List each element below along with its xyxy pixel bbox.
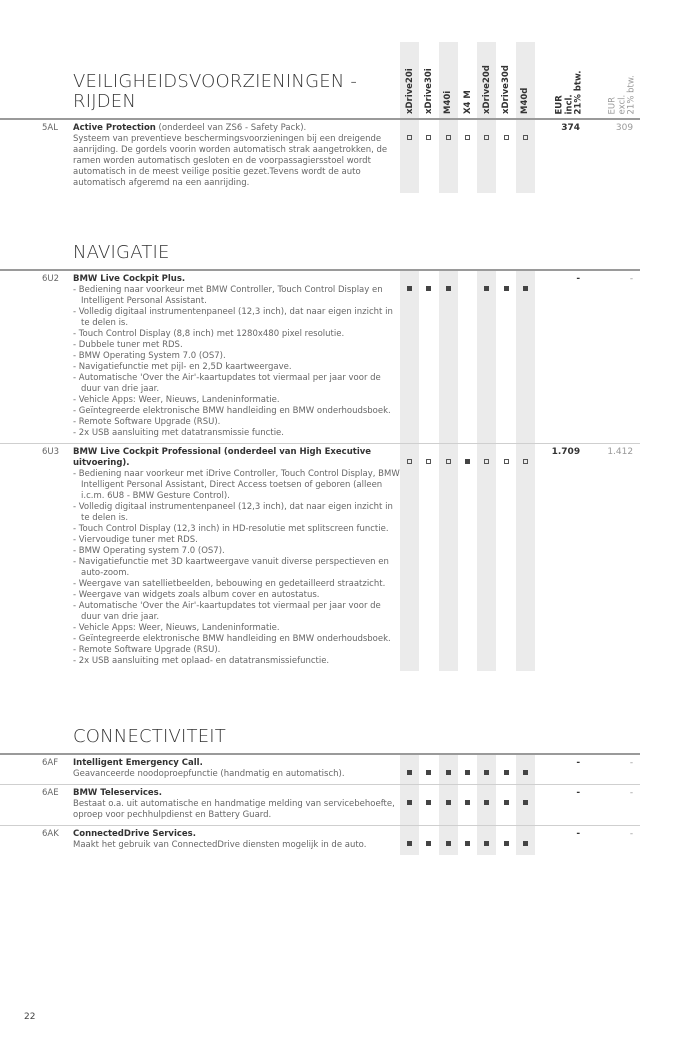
option-code: 6AE — [42, 788, 59, 798]
availability-cell — [458, 755, 477, 784]
option-description — [73, 271, 400, 443]
availability-cell — [400, 271, 419, 443]
option-bullet: - Touch Control Display (12,3 inch) in HD-resolutie met splitscreen functie. — [73, 524, 389, 534]
standard-square-icon — [484, 841, 489, 846]
availability-cell — [516, 444, 535, 671]
availability-cell — [496, 755, 515, 784]
section-title: NAVIGATIE — [73, 242, 170, 263]
optional-square-icon — [504, 459, 509, 464]
price-excl-vat: - — [629, 274, 634, 284]
section-0 — [0, 42, 640, 193]
optional-square-icon — [504, 135, 509, 140]
option-text: Maakt het gebruik van ConnectedDrive diensten mogelijk in de auto. — [73, 840, 367, 850]
availability-cell — [439, 444, 458, 671]
optional-square-icon — [484, 135, 489, 140]
option-description — [73, 755, 400, 784]
option-bullet: - Remote Software Upgrade (RSU). — [73, 645, 221, 655]
optional-square-icon — [407, 135, 412, 140]
standard-square-icon — [407, 841, 412, 846]
standard-square-icon — [446, 770, 451, 775]
availability-cell — [516, 120, 535, 193]
availability-cell — [439, 120, 458, 193]
price-incl-vat: - — [576, 829, 581, 839]
availability-cell — [439, 755, 458, 784]
option-description — [73, 785, 400, 825]
option-bullet: - Automatische 'Over the Air'-kaartupdates tot viermaal per jaar voor de duur van drie jaar. — [73, 601, 381, 622]
option-bullet: - Touch Control Display (8,8 inch) met 1280x480 pixel resolutie. — [73, 329, 345, 339]
availability-cell — [458, 826, 477, 855]
availability-cell — [477, 826, 496, 855]
availability-cell — [419, 755, 438, 784]
option-bullet: - Geïntegreerde elektronische BMW handleiding en BMW onderhoudsboek. — [73, 406, 391, 416]
standard-square-icon — [407, 770, 412, 775]
price-incl-vat: - — [576, 788, 581, 798]
option-bullet: - Weergave van satellietbeelden, bebouwing en gedetailleerd straatzicht. — [73, 579, 386, 589]
section-header — [0, 677, 640, 755]
option-bullet: - 2x USB aansluiting met oplaad- en datatransmissiefunctie. — [73, 656, 330, 666]
option-code: 6AK — [42, 829, 59, 839]
availability-cell — [477, 444, 496, 671]
standard-square-icon — [504, 286, 509, 291]
standard-square-icon — [484, 800, 489, 805]
standard-square-icon — [426, 841, 431, 846]
price-incl-vat: 374 — [561, 123, 581, 133]
column-header: xDrive30d — [501, 65, 512, 114]
option-bullet: - Navigatiefunctie met pijl- en 2,5D kaartweergave. — [73, 362, 292, 372]
availability-cell — [496, 120, 515, 193]
availability-cell — [439, 826, 458, 855]
optional-square-icon — [446, 135, 451, 140]
optional-square-icon — [446, 459, 451, 464]
option-code: 6AF — [42, 758, 59, 768]
option-bullet: - Vehicle Apps: Weer, Nieuws, Landeninformatie. — [73, 395, 280, 405]
availability-cell — [496, 271, 515, 443]
section-2 — [0, 677, 640, 855]
option-description — [73, 120, 400, 193]
availability-cell — [400, 444, 419, 671]
price-excl-vat: 309 — [615, 123, 634, 133]
standard-square-icon — [446, 800, 451, 805]
price-excl-vat: - — [629, 758, 634, 768]
standard-square-icon — [407, 286, 412, 291]
availability-cell — [400, 120, 419, 193]
optional-square-icon — [407, 459, 412, 464]
option-bullet: - Volledig digitaal instrumentenpaneel (12,3 inch), dat naar eigen inzicht in te delen is. — [73, 502, 393, 523]
availability-cell — [477, 271, 496, 443]
column-header: X4 M — [462, 90, 473, 114]
option-title: BMW Live Cockpit Plus. — [73, 274, 186, 284]
price-excl-vat: 1.412 — [607, 447, 634, 457]
standard-square-icon — [465, 770, 470, 775]
standard-square-icon — [484, 770, 489, 775]
option-bullet: - Navigatiefunctie met 3D kaartweergave vanuit diverse perspectieven en auto-zoom. — [73, 557, 389, 578]
availability-cell — [477, 755, 496, 784]
option-bullet: - Vehicle Apps: Weer, Nieuws, Landeninformatie. — [73, 623, 280, 633]
availability-cell — [458, 785, 477, 825]
price-excl-vat: - — [629, 829, 634, 839]
standard-square-icon — [484, 286, 489, 291]
standard-square-icon — [465, 841, 470, 846]
option-code: 6U3 — [42, 447, 60, 457]
option-bullet: - Dubbele tuner met RDS. — [73, 340, 183, 350]
section-title: CONNECTIVITEIT — [73, 726, 227, 747]
option-title: BMW Live Cockpit Professional (onderdeel van High Executive uitvoering). — [73, 447, 372, 468]
option-row — [0, 271, 640, 444]
standard-square-icon — [446, 841, 451, 846]
column-header: xDrive20i — [400, 42, 419, 118]
standard-square-icon — [504, 770, 509, 775]
availability-cell — [496, 826, 515, 855]
availability-cell — [516, 826, 535, 855]
standard-square-icon — [407, 800, 412, 805]
optional-square-icon — [523, 135, 528, 140]
option-bullet: - Automatische 'Over the Air'-kaartupdates tot viermaal per jaar voor de duur van drie jaar. — [73, 373, 381, 394]
column-header: xDrive30i — [423, 68, 434, 114]
availability-cell — [496, 785, 515, 825]
option-title: Intelligent Emergency Call. — [73, 758, 203, 768]
option-text: Systeem van preventieve beschermingsvoorzieningen bij een dreigende aanrijding. De gordels voorin worden automatisch strak aangetrokken, de ramen worden automatisch gesloten en de voorpassagiersstoel wordt automatisch in de meest veilige positie gezet.Tevens wordt de auto automatisch afgeremd na een aanrijding. — [73, 134, 388, 188]
option-title: BMW Teleservices. — [73, 788, 162, 798]
option-bullet: - Bediening naar voorkeur met iDrive Controller, Touch Control Display, BMW Intelligent Personal Assistant, Direct Access toetsen of geboren (alleen i.c.m. 6U8 - BMW Gesture Control). — [73, 469, 400, 501]
availability-cell — [419, 826, 438, 855]
option-row — [0, 120, 640, 193]
availability-cell — [419, 444, 438, 671]
column-header: M40i — [439, 42, 458, 118]
option-row — [0, 444, 640, 671]
optional-square-icon — [484, 459, 489, 464]
price-incl-vat: - — [576, 274, 581, 284]
availability-cell — [419, 120, 438, 193]
standard-square-icon — [465, 459, 470, 464]
standard-square-icon — [465, 800, 470, 805]
availability-cell — [458, 271, 477, 443]
availability-cell — [400, 785, 419, 825]
availability-cell — [439, 785, 458, 825]
option-description — [73, 444, 400, 671]
price-excl-vat: - — [629, 788, 634, 798]
option-row — [0, 826, 640, 855]
option-bullet: - Remote Software Upgrade (RSU). — [73, 417, 221, 427]
availability-cell — [516, 755, 535, 784]
standard-square-icon — [504, 841, 509, 846]
standard-square-icon — [523, 770, 528, 775]
standard-square-icon — [426, 770, 431, 775]
availability-cell — [477, 120, 496, 193]
optional-square-icon — [523, 459, 528, 464]
option-bullet: - 2x USB aansluiting met datatransmissie functie. — [73, 428, 284, 438]
option-bullet: - Geïntegreerde elektronische BMW handleiding en BMW onderhoudsboek. — [73, 634, 391, 644]
option-bullet: - Weergave van widgets zoals album cover en autostatus. — [73, 590, 320, 600]
section-header — [0, 42, 640, 120]
standard-square-icon — [504, 800, 509, 805]
page-number: 22 — [24, 1012, 36, 1022]
option-bullet: - Volledig digitaal instrumentenpaneel (12,3 inch), dat naar eigen inzicht in te delen is. — [73, 307, 393, 328]
availability-cell — [400, 755, 419, 784]
price-incl-header: EUR incl. 21% btw. — [554, 70, 584, 114]
section-header — [0, 193, 640, 271]
standard-square-icon — [523, 286, 528, 291]
availability-cell — [419, 271, 438, 443]
availability-cell — [458, 444, 477, 671]
option-bullet: - Bediening naar voorkeur met BMW Controller, Touch Control Display en Intelligent Personal Assistant. — [73, 285, 383, 306]
availability-cell — [439, 271, 458, 443]
standard-square-icon — [523, 841, 528, 846]
availability-cell — [458, 120, 477, 193]
column-header: xDrive20d — [477, 42, 496, 118]
standard-square-icon — [426, 286, 431, 291]
option-row — [0, 755, 640, 785]
optional-square-icon — [426, 459, 431, 464]
option-code: 6U2 — [42, 274, 60, 284]
availability-cell — [516, 271, 535, 443]
option-bullet: - Viervoudige tuner met RDS. — [73, 535, 198, 545]
availability-cell — [419, 785, 438, 825]
option-bullet: - BMW Operating system 7.0 (OS7). — [73, 546, 225, 556]
option-code: 5AL — [42, 123, 58, 133]
price-excl-header: EUR excl. 21% btw. — [607, 74, 637, 114]
option-row — [0, 785, 640, 826]
column-headers — [400, 42, 641, 118]
availability-cell — [516, 785, 535, 825]
column-header: M40d — [516, 42, 535, 118]
optional-square-icon — [465, 135, 470, 140]
option-title: Active Protection — [73, 123, 156, 133]
availability-cell — [477, 785, 496, 825]
price-incl-vat: 1.709 — [551, 447, 581, 457]
section-title: VEILIGHEIDSVOORZIENINGEN - RIJDEN — [73, 71, 358, 112]
standard-square-icon — [426, 800, 431, 805]
option-text: Bestaat o.a. uit automatische en handmatige melding van servicebehoefte, oproep voor pechhulpdienst en Battery Guard. — [73, 799, 395, 820]
standard-square-icon — [523, 800, 528, 805]
option-description — [73, 826, 400, 855]
section-1 — [0, 193, 640, 671]
availability-cell — [496, 444, 515, 671]
option-bullet: - BMW Operating System 7.0 (OS7). — [73, 351, 226, 361]
availability-cell — [400, 826, 419, 855]
price-incl-vat: - — [576, 758, 581, 768]
option-title-suffix: (onderdeel van ZS6 - Safety Pack). — [155, 123, 307, 133]
optional-square-icon — [426, 135, 431, 140]
standard-square-icon — [446, 286, 451, 291]
option-text: Geavanceerde noodoproepfunctie (handmatig en automatisch). — [73, 769, 345, 779]
option-title: ConnectedDrive Services. — [73, 829, 196, 839]
